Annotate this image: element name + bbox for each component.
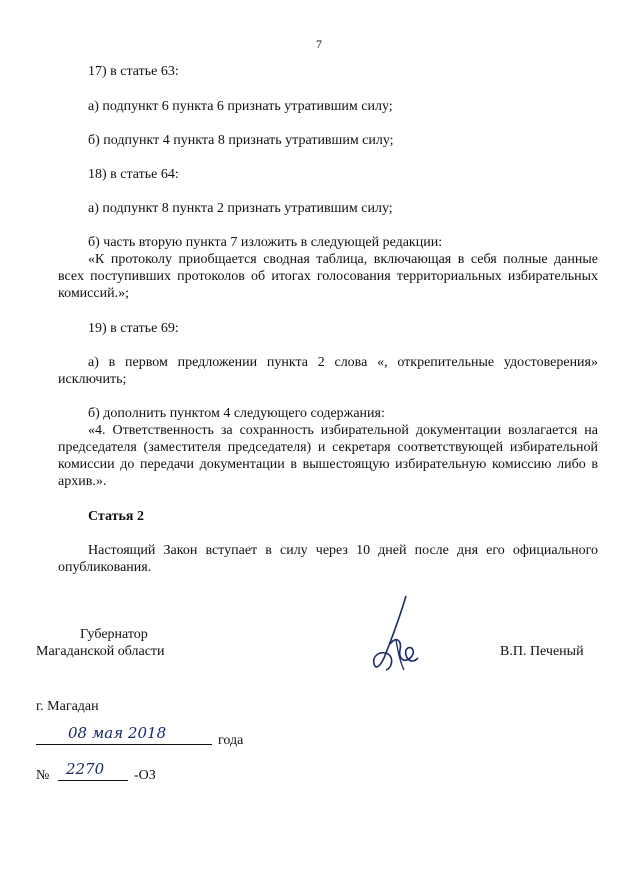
article-2-text: Настоящий Закон вступает в силу через 10 дней после дня его официального опубликования. [58,543,598,575]
date-underline [36,744,212,745]
quote-protocol: «К протоколу приобщается сводная таблица, включающая в себя полные данные всех поступивших протоколов об итогах голосования территориальных избирательных комиссий.»; [58,252,598,301]
item-18a: а) подпункт 8 пункта 2 признать утратившим силу; [88,201,393,216]
signatory-title-line2: Магаданской области [36,644,165,659]
number-prefix: № [36,768,50,783]
quote-responsibility: «4. Ответственность за сохранность избирательной документации возлагается на председателя (заместителя председателя) и секретаря соответствующей избирательной комиссии до передачи документации в вышестоящую избирательную комиссию либо в архив.». [58,423,598,489]
number-handwritten: 2270 [66,760,105,778]
item-17: 17) в статье 63: [88,64,179,79]
article-2-heading: Статья 2 [88,509,144,524]
date-suffix: года [218,733,244,748]
item-18: 18) в статье 64: [88,167,179,182]
signatory-title-line1: Губернатор [80,627,148,642]
signatory-name: В.П. Печеный [500,644,584,659]
date-handwritten: 08 мая 2018 [68,724,167,742]
item-19: 19) в статье 69: [88,321,179,336]
city-label: г. Магадан [36,699,99,714]
item-19a: а) в первом предложении пункта 2 слова «, открепительные удостоверения» исключить; [58,355,598,387]
number-underline [58,780,128,781]
item-17b: б) подпункт 4 пункта 8 признать утратившим силу; [88,133,394,148]
item-19b: б) дополнить пунктом 4 следующего содержания: [88,406,385,421]
item-17a: а) подпункт 6 пункта 6 признать утратившим силу; [88,99,393,114]
handwritten-signature [360,592,450,682]
item-18b: б) часть вторую пункта 7 изложить в следующей редакции: [88,235,443,250]
number-suffix: -ОЗ [134,768,156,783]
page-number: 7 [316,37,322,51]
